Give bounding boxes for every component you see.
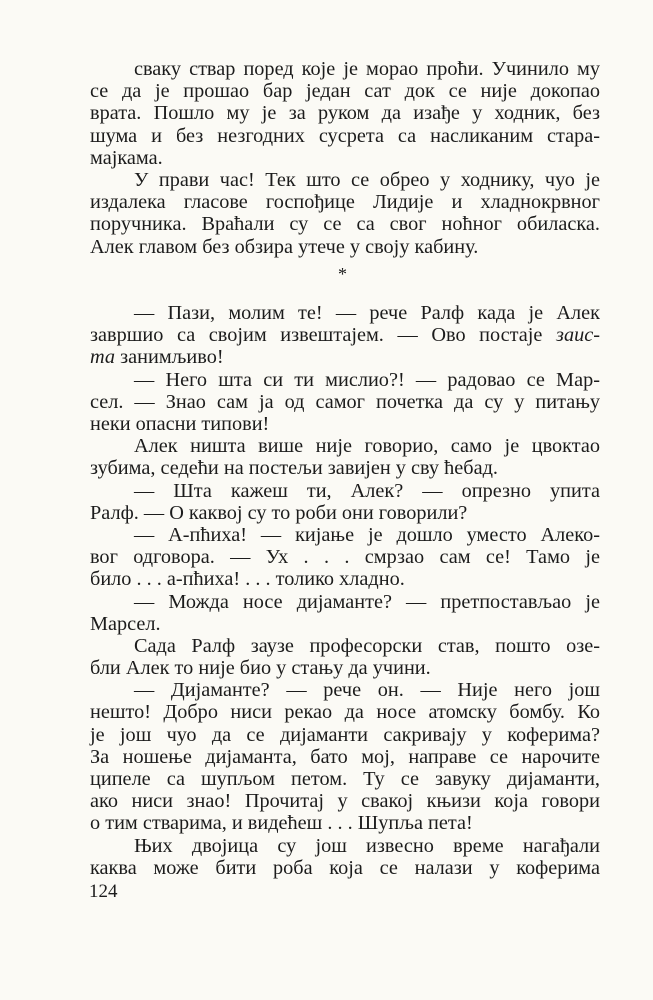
paragraph xyxy=(90,679,600,834)
section-break-asterisk: * xyxy=(338,264,347,284)
text-line: ципеле са шупљом петом. Ту се завуку дијаманти, xyxy=(90,768,600,791)
italic-text: та xyxy=(90,346,116,369)
text-line: — Него шта си ти мислио?! — радовао се Мар- xyxy=(134,368,600,391)
paragraph xyxy=(90,635,600,679)
paragraph xyxy=(90,835,600,879)
text-line: сваку ствар поред које је морао проћи. Учинило му xyxy=(134,58,600,80)
text-line: Ралф. — О каквој су то роби они говорили? xyxy=(90,501,468,524)
text-line: се да је прошао бар један сат док се није докопао xyxy=(90,80,600,103)
text-line: Алек ништа више није говорио, само је цвоктао xyxy=(134,435,600,458)
paragraph xyxy=(90,58,600,169)
text-line: та занимљиво! xyxy=(90,346,224,369)
text-line: каква може бити роба која се налази у коферима xyxy=(90,856,600,879)
text-line: врата. Пошло му је за руком да изађе у ходник, без xyxy=(90,102,600,125)
text-line: Алек главом без обзира утече у своју кабину. xyxy=(90,235,479,258)
text-part-1 xyxy=(90,58,600,258)
text-line: — Пази, молим те! — рече Ралф када је Алек xyxy=(134,302,600,325)
text-line: је још чуо да се дијаманти сакривају у коферима? xyxy=(90,723,600,746)
text-line: Њих двојица су још извесно време нагађали xyxy=(134,834,600,857)
page-number: 124 xyxy=(89,881,118,902)
paragraph xyxy=(90,480,600,524)
text-part-2 xyxy=(90,369,600,879)
text-line: неки опасни типови! xyxy=(90,413,270,436)
text-line: сел. — Знао сам ја од самог почетка да су у питању xyxy=(90,390,600,413)
text-line: Марсел. xyxy=(90,612,161,635)
text-line: о тим стварима, и видећеш . . . Шупља пета! xyxy=(90,812,473,835)
paragraph xyxy=(90,369,600,436)
text-line: — Шта кажеш ти, Алек? — опрезно упита xyxy=(134,479,600,502)
text-line: — Дијаманте? — рече он. — Није него још xyxy=(134,679,600,702)
paragraph xyxy=(90,169,600,258)
text-line: нешто! Добро ниси рекао да носе атомску бомбу. Ко xyxy=(90,701,600,724)
italic-text: заис- xyxy=(556,324,600,347)
paragraph xyxy=(90,302,600,369)
text-line: — А-пћиха! — кијање је дошло уместо Алеко- xyxy=(134,523,600,546)
text-line: — Можда носе дијаманте? — претпостављао је xyxy=(134,590,600,613)
paragraph xyxy=(90,435,600,479)
text-line: завршио са својим извештајем. — Ово постаје заис- xyxy=(90,324,600,347)
text-line: поручника. Враћали су се са свог ноћног обиласка. xyxy=(90,213,600,236)
text-line: вог одговора. — Ух . . . смрзао сам се! Тамо је xyxy=(90,546,600,569)
text-line: Сада Ралф заузе професорски став, пошто озе- xyxy=(134,634,600,657)
text-line: За ношење дијаманта, бато мој, направе се нарочите xyxy=(90,745,600,768)
text-line: зубима, седећи на постељи завијен у сву ћебад. xyxy=(90,457,498,480)
paragraph xyxy=(90,591,600,635)
text-line: У прави час! Тек што се обрео у ходнику, чуо је xyxy=(134,168,600,191)
text-line: бли Алек то није био у стању да учини. xyxy=(90,657,431,680)
text-line: ако ниси знао! Прочитај у свакој књизи која говори xyxy=(90,790,600,813)
paragraph xyxy=(90,524,600,591)
body-text xyxy=(90,58,600,879)
text-line: шума и без незгодних сусрета са насликаним стара- xyxy=(90,124,600,147)
text-line: било . . . а-пћиха! . . . толико хладно. xyxy=(90,568,405,591)
text-line: издалека гласове госпођице Лидије и хладнокрвног xyxy=(90,191,600,214)
text-line: мајкама. xyxy=(90,146,163,169)
